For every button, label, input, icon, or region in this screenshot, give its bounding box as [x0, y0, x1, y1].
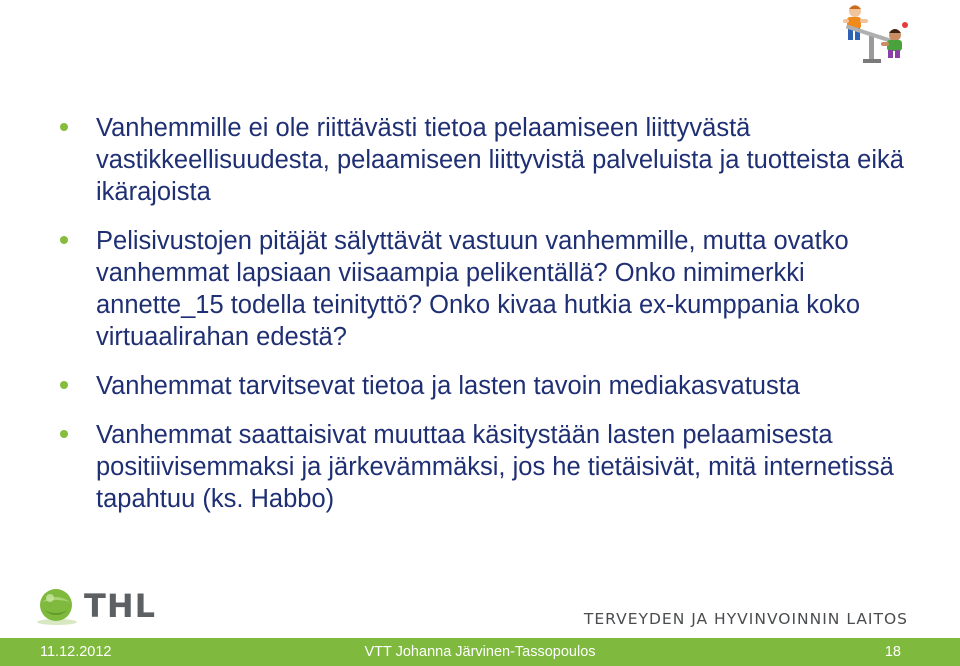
- bullet-dot-icon: [60, 430, 68, 438]
- bullet-text: Pelisivustojen pitäjät sälyttävät vastuun vanhemmille, mutta ovatko vanhemmat lapsiaan viisaampia pelikentällä? Onko nimimerkki annette_15 todella teinityttö? Onko kivaa hutkia ex-kumppania koko virtuaalirahan edestä?: [96, 227, 861, 351]
- thl-logo: [34, 586, 174, 626]
- footer-date: 11.12.2012: [40, 644, 112, 660]
- bullet-list: [60, 112, 920, 532]
- bullet-item: [60, 225, 920, 353]
- thl-logo-text: THL: [84, 587, 156, 625]
- bullet-item: [60, 419, 920, 515]
- bullet-text: Vanhemmat saattaisivat muuttaa käsitystään lasten pelaamisesta positiivisemmaksi ja järkevämmäksi, jos he tietäisivät, mitä internetissä tapahtuu (ks. Habbo): [96, 421, 894, 513]
- bullet-dot-icon: [60, 123, 68, 131]
- footer-author: VTT Johanna Järvinen-Tassopoulos: [364, 644, 596, 660]
- bullet-dot-icon: [60, 381, 68, 389]
- kids-seesaw-illustration: [833, 3, 913, 65]
- thl-globe-icon: [34, 586, 80, 626]
- bullet-item: [60, 112, 920, 208]
- page-number: 18: [884, 644, 901, 660]
- bullet-text: Vanhemmille ei ole riittävästi tietoa pelaamiseen liittyvästä vastikkeellisuudesta, pelaamiseen liittyvistä palveluista ja tuotteista eikä ikärajoista: [96, 114, 904, 206]
- bullet-text: Vanhemmat tarvitsevat tietoa ja lasten tavoin mediakasvatusta: [96, 372, 800, 400]
- footer-bar: [0, 638, 960, 666]
- institute-name: TERVEYDEN JA HYVINVOINNIN LAITOS: [583, 610, 908, 628]
- bullet-dot-icon: [60, 236, 68, 244]
- bullet-item: [60, 370, 920, 402]
